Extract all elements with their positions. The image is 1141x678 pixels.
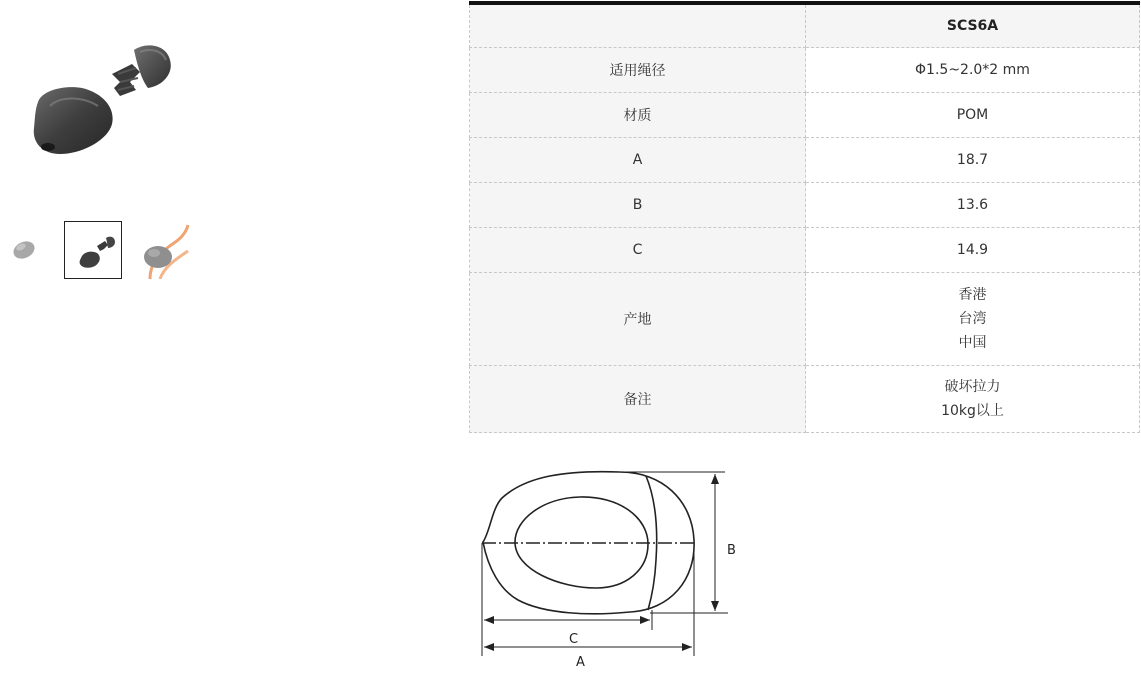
spec-row <box>470 273 1140 366</box>
spec-row <box>470 93 1140 138</box>
spec-value: POM <box>806 93 1140 138</box>
label-c: C <box>569 632 579 647</box>
spec-value-line: 10kg以上 <box>941 403 1004 419</box>
label-a: A <box>576 655 585 670</box>
label-b: B <box>727 543 736 558</box>
spec-header-row <box>470 3 1140 48</box>
thumbnail-3[interactable] <box>136 221 194 279</box>
thumbnail-1[interactable] <box>6 221 64 279</box>
spec-value-line: 香港 <box>958 287 987 303</box>
spec-label: 材质 <box>470 93 806 138</box>
spec-label: C <box>470 228 806 273</box>
spec-table <box>469 1 1140 433</box>
spec-label: B <box>470 183 806 228</box>
spec-value: 13.6 <box>806 183 1140 228</box>
spec-label: 备注 <box>470 366 806 433</box>
header-empty-cell <box>470 3 806 48</box>
spec-value <box>806 366 1140 433</box>
thumbnail-2[interactable] <box>64 221 122 279</box>
spec-row <box>470 228 1140 273</box>
product-main-image <box>20 30 190 170</box>
model-header: SCS6A <box>806 3 1140 48</box>
spec-label: A <box>470 138 806 183</box>
spec-value-line: 中国 <box>958 335 987 351</box>
spec-label: 适用绳径 <box>470 48 806 93</box>
spec-row <box>470 48 1140 93</box>
spec-row <box>470 366 1140 433</box>
spec-row <box>470 138 1140 183</box>
spec-value-line: 台湾 <box>958 311 987 327</box>
spec-label: 产地 <box>470 273 806 366</box>
spec-value: 18.7 <box>806 138 1140 183</box>
spec-value-line: 破坏拉力 <box>944 379 1001 395</box>
spec-value: Φ1.5~2.0*2 mm <box>806 48 1140 93</box>
spec-value <box>806 273 1140 366</box>
spec-row <box>470 183 1140 228</box>
dimension-diagram <box>470 460 760 674</box>
spec-value: 14.9 <box>806 228 1140 273</box>
